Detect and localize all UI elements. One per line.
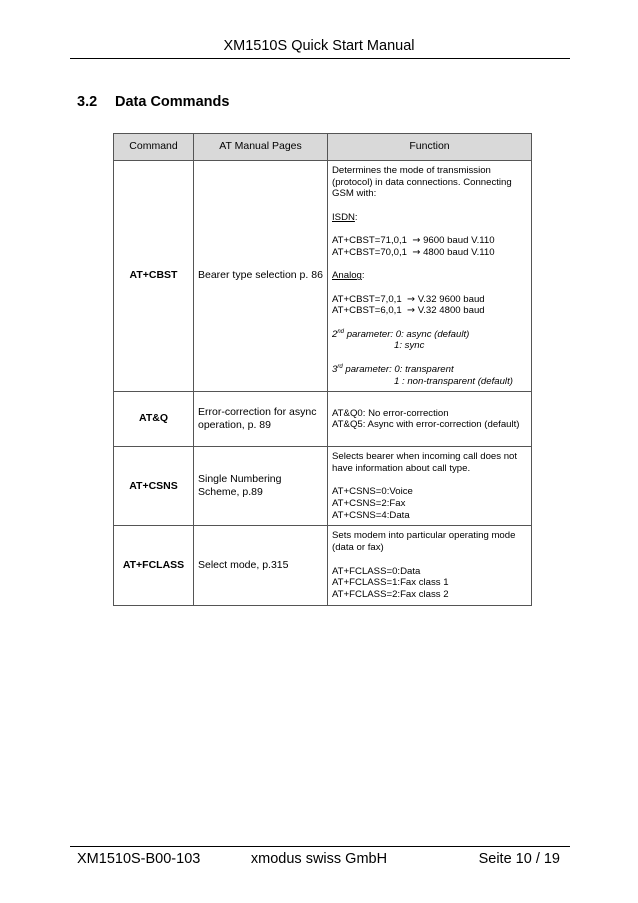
footer-document-id: XM1510S-B00-103 <box>77 851 201 867</box>
table-header-row <box>114 134 532 161</box>
function-line: Sets modem into particular operating mode <box>332 530 516 542</box>
function-line: have information about call type. <box>332 462 471 474</box>
header-rule <box>70 58 570 59</box>
cbst-isdn-command-1: AT+CBST=71,0,1 <box>332 235 408 247</box>
table-row <box>114 526 532 605</box>
column-header-pages: AT Manual Pages <box>194 134 328 161</box>
function-line: AT+CSNS=0:Voice <box>332 486 413 498</box>
function-cell <box>328 447 532 526</box>
function-line: Determines the mode of transmission <box>332 165 491 176</box>
function-line: AT+FCLASS=2:Fax class 2 <box>332 588 449 600</box>
footer-page-number: Seite 10 / 19 <box>478 851 560 867</box>
param-2-text: parameter: 0: async (default) <box>346 328 470 340</box>
arrow-right-icon: → <box>407 305 416 317</box>
footer-company: xmodus swiss GmbH <box>250 851 388 867</box>
arrow-right-icon: → <box>407 293 416 305</box>
param-2-number: 2 <box>332 328 338 340</box>
section-number: 3.2 <box>77 94 98 110</box>
table-row <box>114 161 532 392</box>
command-cell: AT&Q <box>114 392 194 447</box>
isdn-label: ISDN <box>332 211 355 223</box>
header-title: XM1510S Quick Start Manual <box>223 38 415 54</box>
cbst-analog-command-2: AT+CBST=6,0,1 <box>332 305 402 317</box>
function-line: (data or fax) <box>332 542 384 554</box>
function-line: (protocol) in data connections. Connecting <box>332 176 512 188</box>
function-cell <box>328 392 532 447</box>
function-line: AT&Q0: No error-correction <box>332 407 449 419</box>
table-row <box>114 447 532 526</box>
pages-line: Scheme, p.89 <box>198 486 263 499</box>
pages-line: operation, p. 89 <box>198 419 271 432</box>
function-line: Selects bearer when incoming call does not <box>332 451 518 463</box>
pages-line: Error-correction for async <box>198 405 317 418</box>
cbst-analog-value-2: V.32 4800 baud <box>417 305 485 317</box>
param-2-alt: 1: sync <box>394 340 425 352</box>
command-cell: AT+CBST <box>114 161 194 392</box>
arrow-right-icon: → <box>412 246 421 258</box>
function-line: AT+FCLASS=0:Data <box>332 565 421 577</box>
param-3-suffix: rd <box>337 363 343 370</box>
table-row <box>114 392 532 447</box>
analog-label: Analog <box>332 270 362 282</box>
param-3-text: parameter: 0: transparent <box>345 363 454 375</box>
column-header-function: Function <box>328 134 532 161</box>
footer-rule <box>70 846 570 847</box>
pages-line: Single Numbering <box>198 472 282 485</box>
param-2-suffix: nd <box>337 328 345 335</box>
function-line: AT+CSNS=2:Fax <box>332 498 406 510</box>
cbst-isdn-command-2: AT+CBST=70,0,1 <box>332 246 408 258</box>
cbst-isdn-value-2: 4800 baud V.110 <box>423 246 495 258</box>
data-commands-table <box>113 133 532 606</box>
arrow-right-icon: → <box>412 235 421 247</box>
cbst-analog-command-1: AT+CBST=7,0,1 <box>332 293 402 305</box>
cbst-analog-value-1: V.32 9600 baud <box>417 293 485 305</box>
section-title: Data Commands <box>115 94 230 110</box>
function-line: AT&Q5: Async with error-correction (default) <box>332 419 520 431</box>
function-cell <box>328 526 532 605</box>
pages-cell <box>194 392 328 447</box>
function-line: GSM with: <box>332 188 377 200</box>
cbst-isdn-value-1: 9600 baud V.110 <box>423 235 495 247</box>
param-3-number: 3 <box>332 363 338 375</box>
pages-cell: Select mode, p.315 <box>194 526 328 605</box>
function-line: AT+FCLASS=1:Fax class 1 <box>332 577 449 589</box>
column-header-command: Command <box>114 134 194 161</box>
pages-cell: Bearer type selection p. 86 <box>194 161 328 392</box>
section-heading <box>77 94 229 110</box>
pages-cell <box>194 447 328 526</box>
command-cell: AT+CSNS <box>114 447 194 526</box>
function-line: AT+CSNS=4:Data <box>332 509 410 521</box>
param-3-alt: 1 : non-transparent (default) <box>394 375 513 387</box>
command-cell: AT+FCLASS <box>114 526 194 605</box>
function-cell: Determines the mode of transmission (protocol) in data connections. Connecting GSM with: ISDN: AT+CBST=71,0,1 → 9600 baud V.110 AT+CBST=70,0,1 → 4800 baud V.110 Analog: AT+CBST=7,0,1 → V.32 9600 baud AT+CBST=6,0,1 → V.32 4800 baud 2nd parameter: 0: async (default) 1: sync 3rd parameter: 0: transparent 1 : non-transparent (default) <box>328 161 532 392</box>
